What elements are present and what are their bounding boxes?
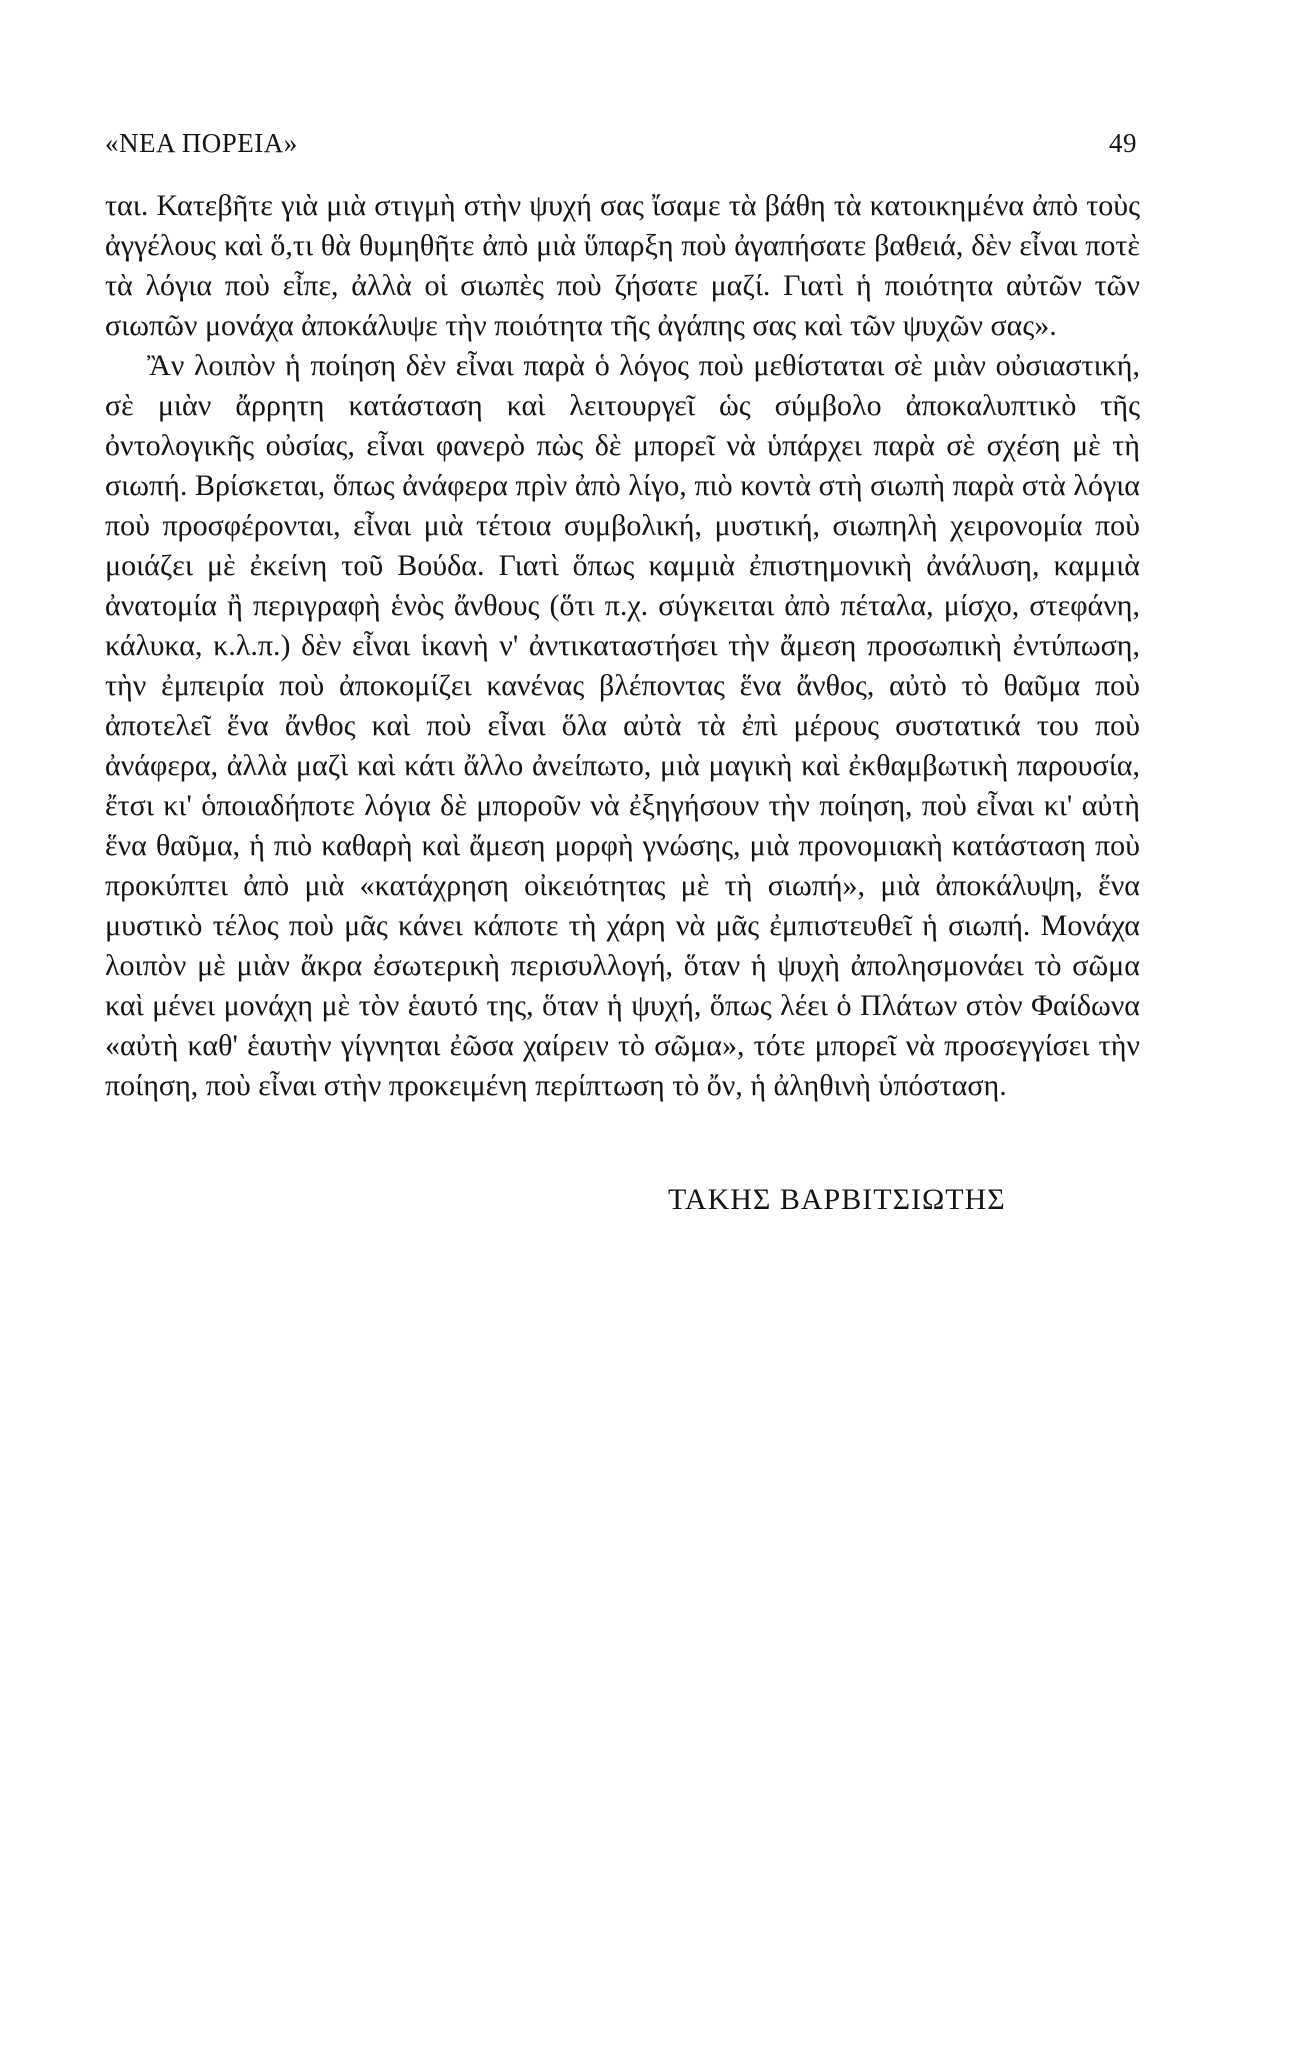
author-signature: ΤΑΚΗΣ ΒΑΡΒΙΤΣΙΩΤΗΣ — [668, 1183, 1006, 1216]
paragraph-2: Ἂν λοιπὸν ἡ ποίηση δὲν εἶναι παρὰ ὁ λόγος ποὺ μεθίσταται σὲ μιὰν οὐσιαστική, σὲ μιὰν ἄρρητη κατάσταση καὶ λειτουργεῖ ὡς σύμβολο ἀποκαλυπτικὸ τῆς ὀντολογικῆς οὐσίας, εἶναι φανερὸ πὼς δὲ μπορεῖ νὰ ὑπάρχει παρὰ σὲ σχέση μὲ τὴ σιωπή. Βρίσκεται, ὅπως ἀνάφερα πρὶν ἀπὸ λίγο, πιὸ κοντὰ στὴ σιωπὴ παρὰ στὰ λόγια ποὺ προσφέρονται, εἶναι μιὰ τέτοια συμβολική, μυστική, σιωπηλὴ χειρονομία ποὺ μοιάζει μὲ ἐκείνη τοῦ Βούδα. Γιατὶ ὅπως καμμιὰ ἐπιστημονικὴ ἀνάλυση, καμμιὰ ἀνατομία ἢ περιγραφὴ ἑνὸς ἄνθους (ὅτι π.χ. σύγκειται ἀπὸ πέταλα, μίσχο, στεφάνη, κάλυκα, κ.λ.π.) δὲν εἶναι ἱκανὴ ν' ἀντικαταστήσει τὴν ἄμεση προσωπικὴ ἐντύπωση, τὴν ἐμπειρία ποὺ ἀποκομίζει κανένας βλέποντας ἕνα ἄνθος, αὐτὸ τὸ θαῦμα ποὺ ἀποτελεῖ ἕνα ἄνθος καὶ ποὺ εἶναι ὅλα αὐτὰ τὰ ἐπὶ μέρους συστατικά του ποὺ ἀνάφερα, ἀλλὰ μαζὶ καὶ κάτι ἄλλο ἀνείπωτο, μιὰ μαγικὴ καὶ ἐκθαμβωτικὴ παρουσία, ἔτσι κι' ὁποιαδήποτε λόγια δὲ μποροῦν νὰ ἐξηγήσουν τὴν ποίηση, ποὺ εἶναι κι' αὐτὴ ἕνα θαῦμα, ἡ πιὸ καθαρὴ καὶ ἄμεση μορφὴ γνώσης, μιὰ προνομιακὴ κατάσταση ποὺ προκύπτει ἀπὸ μιὰ «κατάχρηση οἰκειότητας μὲ τὴ σιωπή», μιὰ ἀποκάλυψη, ἕνα μυστικὸ τέλος ποὺ μᾶς κάνει κάποτε τὴ χάρη νὰ μᾶς ἐμπιστευθεῖ ἡ σιωπή. Μονάχα λοιπὸν μὲ μιὰν ἄκρα ἐσωτερικὴ περισυλλογή, ὅταν ἡ ψυχὴ ἀπολησμονάει τὸ σῶμα καὶ μένει μονάχη μὲ τὸν ἑαυτό της, ὅταν ἡ ψυχή, ὅπως λέει ὁ Πλάτων στὸν Φαίδωνα «αὐτὴ καθ' ἑαυτὴν γίγνηται ἐῶσα χαίρειν τὸ σῶμα», τότε μπορεῖ νὰ προσεγγίσει τὴν ποίηση, ποὺ εἶναι στὴν προκειμένη περίπτωση τὸ ὄν, ἡ ἀληθινὴ ὑπόσταση. — [105, 349, 1140, 1102]
article-body — [105, 186, 1140, 1106]
running-title: «ΝΕΑ ΠΟΡΕΙΑ» — [105, 128, 298, 158]
page-header — [105, 128, 1145, 168]
paragraph-1: ται. Κατεβῆτε γιὰ μιὰ στιγμὴ στὴν ψυχή σας ἴσαμε τὰ βάθη τὰ κατοικημένα ἀπὸ τοὺς ἀγγέλους καὶ ὅ,τι θὰ θυμηθῆτε ἀπὸ μιὰ ὕπαρξη ποὺ ἀγαπήσατε βαθειά, δὲν εἶναι ποτὲ τὰ λόγια ποὺ εἶπε, ἀλλὰ οἱ σιωπὲς ποὺ ζήσατε μαζί. Γιατὶ ἡ ποιότητα αὐτῶν τῶν σιωπῶν μονάχα ἀποκάλυψε τὴν ποιότητα τῆς ἀγάπης σας καὶ τῶν ψυχῶν σας». — [105, 189, 1140, 342]
page-number: 49 — [1109, 128, 1137, 158]
